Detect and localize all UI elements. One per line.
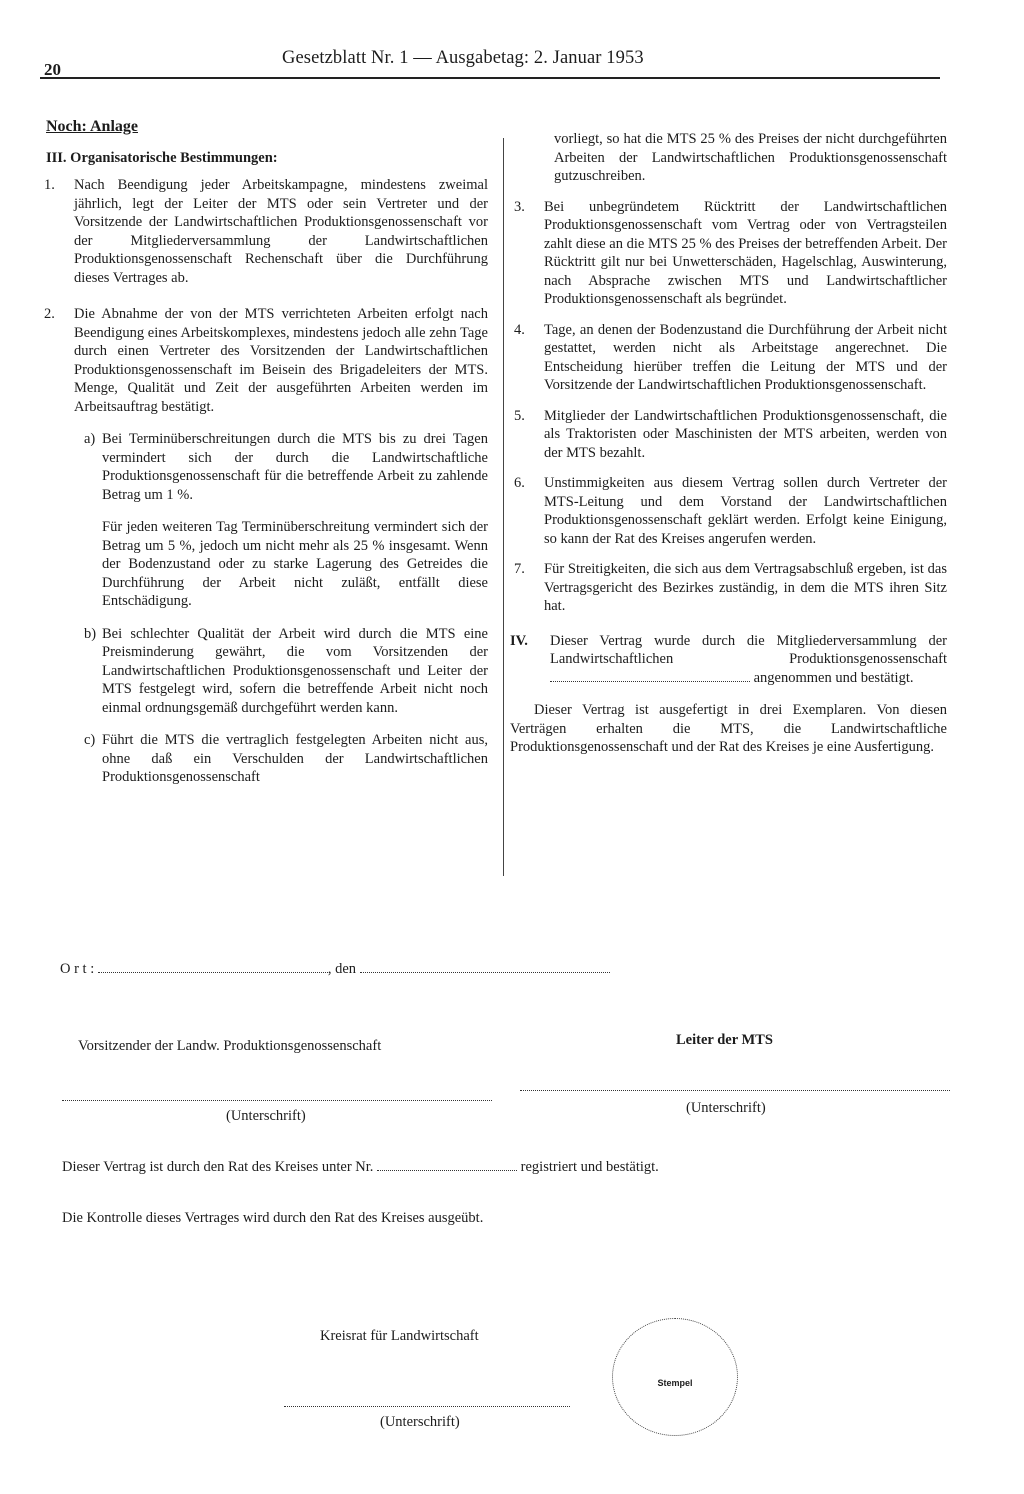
subclause-c	[76, 731, 488, 787]
mts-leader-label: Leiter der MTS	[676, 1032, 773, 1048]
clause-text: Für Streitigkeiten, die sich aus dem Vertragsabschluß ergeben, ist das Vertragsgericht des Bezirkes zuständig, in dem die MTS ihren Sitz hat.	[544, 561, 947, 614]
gazette-header-title: Gesetzblatt Nr. 1 — Ausgabetag: 2. Januar 1953	[282, 48, 644, 68]
clause-number: 4.	[514, 321, 525, 338]
subclause-a	[76, 430, 488, 611]
place-field[interactable]	[98, 960, 328, 973]
stamp-label: Stempel	[657, 1378, 693, 1388]
clause-number: 2.	[44, 306, 55, 322]
section-heading: III. Organisatorische Bestimmungen:	[46, 150, 278, 166]
clause-7	[510, 560, 947, 616]
registration-suffix: registriert und bestätigt.	[520, 1159, 659, 1175]
date-field[interactable]	[360, 960, 610, 973]
subclause-letter: c)	[84, 732, 96, 748]
stamp-icon	[612, 1318, 738, 1436]
place-label: O r t :	[60, 961, 95, 977]
clause-text: Nach Beendigung jeder Arbeitskampagne, mindestens zweimal jährlich, legt der Leiter der MTS oder sein Vertreter und der Vorsitzende der Landwirtschaftlichen Produktionsgenossenschaft vor der Mitgliederversammlung der Landwirtschaftlichen Produktionsgenossenschaft Rechenschaft über die Durchführung dieses Vertrages ab.	[74, 177, 488, 286]
left-column	[40, 176, 488, 787]
clause-text: Tage, an denen der Bodenzustand die Durchführung der Arbeit nicht gestattet, werden nicht als Arbeitstage angerechnet. Die Entscheidung hierüber treffen die Leitung der MTS und der Vorsitzende der Landwirtschaftlichen Produktionsgenossenschaft.	[544, 321, 947, 393]
district-council-label: Kreisrat für Landwirtschaft	[320, 1328, 479, 1344]
chairman-signature-line[interactable]	[62, 1100, 492, 1101]
clause-number: 3.	[514, 198, 525, 215]
clause-text: Unstimmigkeiten aus diesem Vertrag sollen durch Vertreter der MTS-Leitung und dem Vorstand der Landwirtschaftlichen Produktionsgenossenschaft geklärt werden. Erfolgt keine Einigung, so kann der Rat des Kreises angerufen werden.	[544, 475, 947, 547]
clause-1	[40, 176, 488, 287]
mts-leader-signature-caption: (Unterschrift)	[686, 1100, 766, 1116]
clause-number: 6.	[514, 475, 525, 491]
subclause-paragraph: Bei schlechter Qualität der Arbeit wird durch die MTS eine Preisminderung gewährt, die vom Vorsitzenden der Landwirtschaftlichen Produktionsgenossenschaft und Leiter der MTS festgelegt wird, sofern die betreffende Arbeit nicht noch einmal ordnungsgemäß durchgeführt werden kann.	[102, 625, 488, 716]
clause-2	[40, 305, 488, 416]
section-iv-text	[550, 632, 947, 688]
right-column	[510, 130, 947, 757]
chairman-signature-caption: (Unterschrift)	[226, 1108, 306, 1124]
annex-label: Noch: Anlage	[46, 118, 138, 135]
registration-line	[62, 1158, 659, 1176]
clause-6	[510, 474, 947, 548]
district-council-signature-caption: (Unterschrift)	[380, 1414, 460, 1430]
place-date-line	[60, 960, 610, 978]
clause-text: Die Abnahme der von der MTS verrichteten Arbeiten erfolgt nach Beendigung eines Arbeitskomplexes, mindestens jedoch alle zehn Tage durch einen Vertreter des Vorsitzenden der Landwirtschaftlichen Produktionsgenossenschaft im Beisein des Brigadeleiters der MTS. Menge, Qualität und Zeit der ausgeführten Arbeiten werden im Arbeitsauftrag bestätigt.	[74, 306, 488, 415]
section-iv-text-after: angenommen und bestätigt.	[753, 669, 914, 686]
control-statement: Die Kontrolle dieses Vertrages wird durch den Rat des Kreises ausgeübt.	[62, 1210, 484, 1226]
section-iv-number: IV.	[510, 632, 528, 649]
clause-text: Bei unbegründetem Rücktritt der Landwirtschaftlichen Produktionsgenossenschaft vom Vertrag oder von Vertragsteilen zahlt diese an die MTS 25 % des Preises der betreffenden Arbeit. Der Rücktritt gilt nur bei Unwetterschäden, Hagelschlag, Auswinterung, nach Absprache zwischen MTS und Landwirtschaftlicher Produktionsgenossenschaft als begründet.	[544, 198, 947, 307]
clause-5	[510, 407, 947, 463]
clause-number: 7.	[514, 561, 525, 577]
clause-number: 5.	[514, 407, 525, 424]
subclause-letter: b)	[84, 625, 97, 642]
registration-text: Dieser Vertrag ist durch den Rat des Kreises unter Nr.	[62, 1159, 374, 1175]
header-rule	[40, 77, 940, 79]
registration-number-field[interactable]	[377, 1158, 517, 1171]
column-divider	[503, 138, 504, 876]
clause-3	[510, 198, 947, 309]
page-number: 20	[44, 60, 61, 79]
subclause-paragraph: Bei Terminüberschreitungen durch die MTS bis zu drei Tagen vermindert sich der durch die Landwirtschaftliche Produktionsgenossenschaft für die betreffende Arbeit zu zahlende Betrag um 1 %.	[102, 431, 488, 503]
closing-paragraph: Dieser Vertrag ist ausgefertigt in drei Exemplaren. Von diesen Verträgen erhalten die MTS, die Landwirtschaftliche Produktionsgenossenschaft und der Rat des Kreises je eine Ausfertigung.	[510, 702, 947, 755]
clause-number: 1.	[44, 177, 55, 193]
clause-text: Mitglieder der Landwirtschaftlichen Produktionsgenossenschaft, die als Traktoristen oder Maschinisten der MTS arbeiten, werden von der MTS bezahlt.	[544, 407, 947, 461]
subclause-paragraph: Für jeden weiteren Tag Terminüberschreitung vermindert sich der Betrag um 5 %, jedoch um nicht mehr als 25 % insgesamt. Wenn der Bodenzustand oder zu starke Lagerung des Getreides die Durchführung der Arbeit nicht zuläßt, entfällt diese Entschädigung.	[102, 519, 488, 609]
date-label: , den	[327, 961, 357, 977]
mts-leader-signature-line[interactable]	[520, 1090, 950, 1091]
approval-date-field[interactable]	[550, 669, 750, 682]
section-iv	[510, 632, 947, 688]
subclause-letter: a)	[84, 431, 96, 447]
clause-continuation: vorliegt, so hat die MTS 25 % des Preises der nicht durchgeführten Arbeiten der Landwirtschaftlichen Produktionsgenossenschaft gutzuschreiben.	[554, 131, 947, 184]
subclause-b	[76, 625, 488, 718]
chairman-label: Vorsitzender der Landw. Produktionsgenossenschaft	[78, 1038, 382, 1054]
section-iv-text-before: Dieser Vertrag wurde durch die Mitgliederversammlung der Landwirtschaftlichen Produktionsgenossenschaft	[550, 632, 947, 667]
subclause-paragraph: Führt die MTS die vertraglich festgelegten Arbeiten nicht aus, ohne daß ein Verschulden der Landwirtschaftlichen Produktionsgenossenschaft	[102, 732, 488, 785]
clause-4	[510, 321, 947, 395]
district-council-signature-line[interactable]	[284, 1406, 570, 1407]
